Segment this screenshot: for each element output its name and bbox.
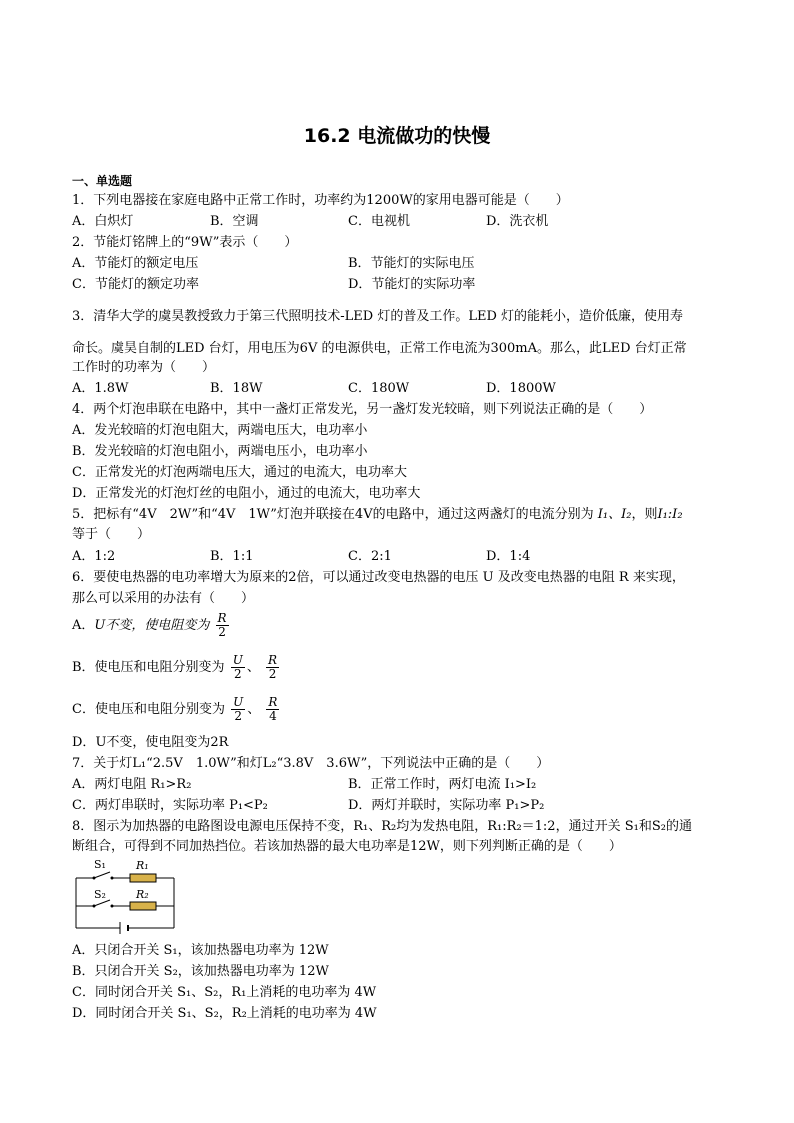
q6-option-a-text: U不变，使电阻变为 <box>94 618 210 633</box>
q5-currents: I₁、I₂ <box>597 507 632 522</box>
label-s2: S₂ <box>94 888 106 901</box>
q1-option-d: D．洗衣机 <box>486 214 549 229</box>
q6-option-c: C．使电压和电阻分别变为 $\frac{U}{2}$ 、 $\frac{R}{4}$ <box>72 695 278 723</box>
circuit-diagram <box>72 856 182 938</box>
label-r1: R₁ <box>136 859 149 872</box>
q2-option-c: C．节能灯的额定功率 <box>72 277 199 292</box>
section-heading: 一、单选题 <box>72 174 133 188</box>
q6-option-d <box>72 734 228 752</box>
q8-option-c: C．同时闭合开关 S₁、S₂，R₁上消耗的电功率为 4W <box>72 985 377 1000</box>
q1-stem: 1．下列电器接在家庭电路中正常工作时，功率约为1200W的家用电器可能是（ ） <box>72 193 569 208</box>
q3-line3: 工作时的功率为（ ） <box>72 360 216 375</box>
q2-stem: 2．节能灯铭牌上的“9W”表示（ ） <box>72 235 298 250</box>
resistor-r2 <box>130 902 156 910</box>
q8-option-d: D．同时闭合开关 S₁、S₂，R₂上消耗的电功率为 4W <box>72 1006 377 1021</box>
fraction-r-over-2: $\frac{R}{2}$ <box>217 611 227 639</box>
q4-option-b: B．发光较暗的灯泡电阻小，两端电压小，电功率小 <box>72 444 368 459</box>
q2-option-d: D．节能灯的实际功率 <box>348 277 476 292</box>
fraction-u-over-2: $\frac{U}{2}$ <box>233 695 244 723</box>
q6-line1: 6．要使电热器的电功率增大为原来的2倍，可以通过改变电热器的电压 U 及改变电热器的电阻 R 来实现， <box>72 570 685 585</box>
fraction-u-over-2: $\frac{U}{2}$ <box>232 653 243 681</box>
q5-ratio: I₁:I₂ <box>657 507 683 522</box>
q6-line2: 那么可以采用的办法有（ ） <box>72 591 255 606</box>
q5-line1 <box>72 506 683 524</box>
q3-line1: 3．清华大学的虞昊教授致力于第三代照明技术-LED 灯的普及工作。LED 灯的能耗小，造价低廉，使用寿 <box>72 309 684 324</box>
q5-option-a: A．1:2 <box>72 549 116 564</box>
q3-option-c: C．180W <box>348 381 410 396</box>
q1-option-a: A．白炽灯 <box>72 214 134 229</box>
q5-option-d: D．1:4 <box>486 549 531 564</box>
fraction-r-over-4: $\frac{R}{4}$ <box>268 695 278 723</box>
q4-option-c: C．正常发光的灯泡两端电压大，通过的电流大，电功率大 <box>72 465 407 480</box>
switch-s1-blade <box>94 872 110 878</box>
label-r2: R₂ <box>136 888 149 901</box>
q6-option-b-text: B．使电压和电阻分别变为 <box>72 660 225 675</box>
q8-line1: 8．图示为加热器的电路图设电源电压保持不变，R₁、R₂均为发热电阻，R₁:R₂＝1:2，通过开关 S₁和S₂的通 <box>72 819 692 834</box>
q5-line1-tail: ，则 <box>631 507 658 522</box>
q6-option-b: B．使电压和电阻分别变为 $\frac{U}{2}$ 、 $\frac{R}{2}$ <box>72 653 278 681</box>
q3-option-b: B．18W <box>210 381 263 396</box>
q7-option-a: A．两灯电阻 R₁>R₂ <box>72 777 192 792</box>
page-title: 16.2 电流做功的快慢 <box>303 125 491 147</box>
q6-option-c-text: C．使电压和电阻分别变为 <box>72 702 225 717</box>
label-s1: S₁ <box>94 858 106 871</box>
q6-option-d-text: U不变，使电阻变为2R <box>95 735 229 750</box>
resistor-r1 <box>130 874 156 882</box>
q4-stem: 4．两个灯泡串联在电路中，其中一盏灯正常发光，另一盏灯发光较暗，则下列说法正确的是（ ） <box>72 402 653 417</box>
q8-line2: 断组合，可得到不同加热挡位。若该加热器的最大电功率是12W，则下列判断正确的是（ ） <box>72 839 622 854</box>
q5-option-b: B．1:1 <box>210 549 254 564</box>
q3-option-d: D．1800W <box>486 381 556 396</box>
q5-option-c: C．2:1 <box>348 549 392 564</box>
q8-option-b: B．只闭合开关 S₂，该加热器电功率为 12W <box>72 964 329 979</box>
q3-option-a: A．1.8W <box>72 381 129 396</box>
q7-option-d: D．两灯并联时，实际功率 P₁>P₂ <box>348 798 545 813</box>
q1-option-b: B．空调 <box>210 214 259 229</box>
q4-option-d: D．正常发光的灯泡灯丝的电阻小，通过的电流大，电功率大 <box>72 486 421 501</box>
q7-stem: 7．关于灯L₁“2.5V 1.0W”和灯L₂“3.8V 3.6W”，下列说法中正确的是（ ） <box>72 756 550 771</box>
q6-option-d-label: D． <box>72 735 96 750</box>
q5-line2: 等于（ ） <box>72 527 151 542</box>
q2-option-b: B．节能灯的实际电压 <box>348 256 475 271</box>
q4-option-a: A．发光较暗的灯泡电阻大，两端电压大，电功率小 <box>72 423 368 438</box>
q3-line2: 命长。虞昊自制的LED 台灯，用电压为6V 的电源供电，正常工作电流为300mA。那么，此LED 台灯正常 <box>72 341 687 356</box>
q7-option-c: C．两灯串联时，实际功率 P₁<P₂ <box>72 798 268 813</box>
q8-option-a: A．只闭合开关 S₁，该加热器电功率为 12W <box>72 943 329 958</box>
fraction-r-over-2: $\frac{R}{2}$ <box>267 653 278 681</box>
q5-line1-text: 5．把标有“4V 2W”和“4V 1W”灯泡并联接在4V的电路中，通过这两盏灯的电流分别为 <box>72 507 594 522</box>
q2-option-a: A．节能灯的额定电压 <box>72 256 199 271</box>
q7-option-b: B．正常工作时，两灯电流 I₁>I₂ <box>348 777 537 792</box>
q6-option-a <box>72 612 231 639</box>
q1-option-c: C．电视机 <box>348 214 410 229</box>
q6-option-a-label: A． <box>72 618 95 633</box>
